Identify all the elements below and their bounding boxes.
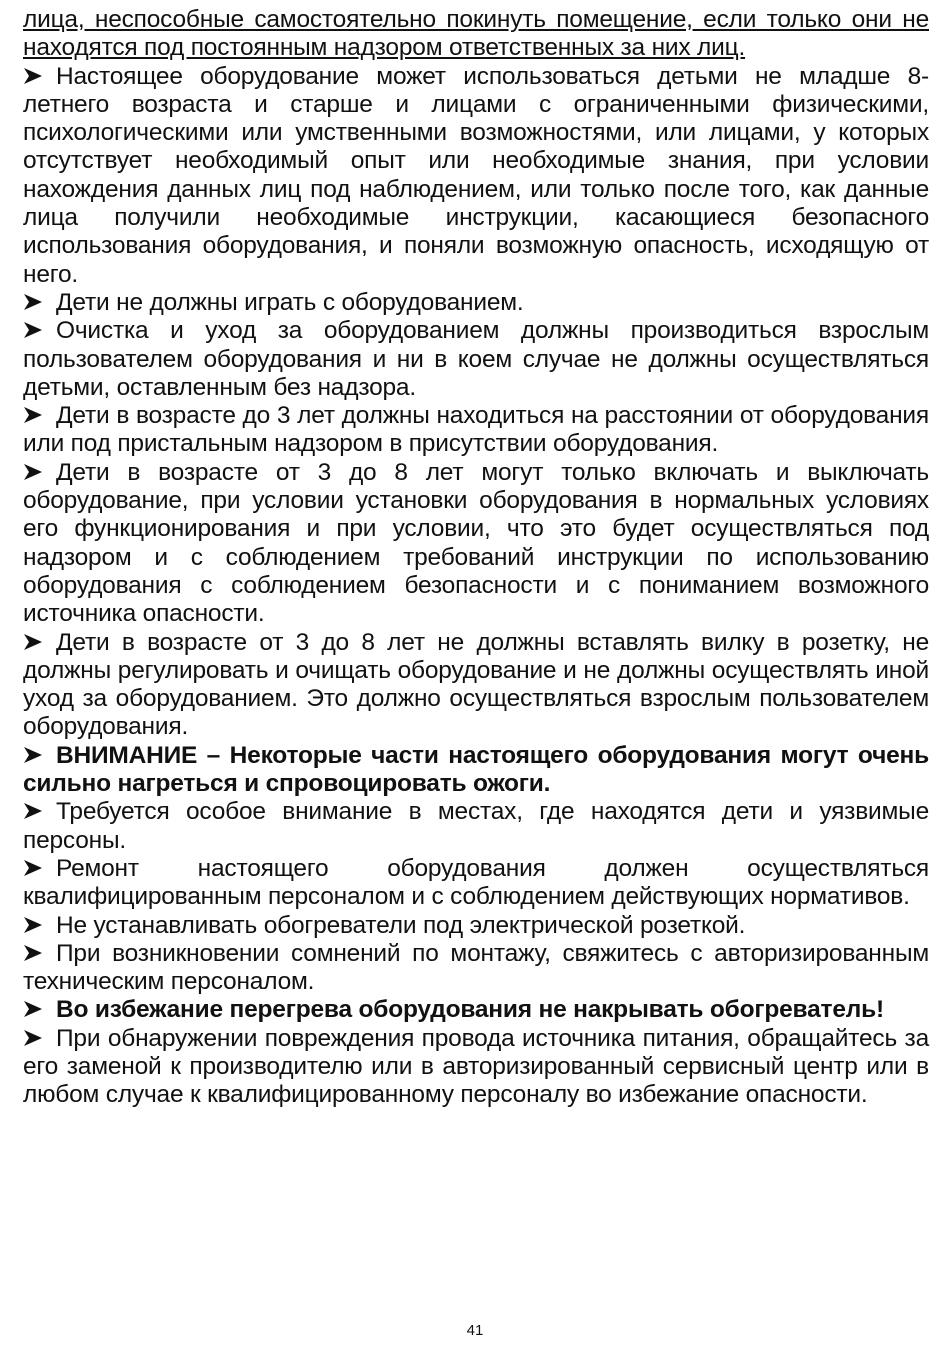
arrowhead-bullet-icon [23, 912, 56, 940]
arrowhead-bullet-icon [23, 63, 56, 91]
page-number: 41 [466, 1322, 484, 1339]
arrowhead-bullet-icon [23, 629, 56, 657]
arrowhead-bullet-icon [23, 742, 56, 770]
arrowhead-bullet-icon [23, 459, 56, 487]
document-page [23, 6, 929, 1110]
list-item: При обнаружении повреждения провода источника питания, обращайтесь за его заменой к производителю или в авторизированный сервисный центр или в любом случае к квалифицированному персоналу во избежание опасности. [23, 1024, 929, 1109]
warning-item: ВНИМАНИЕ – Некоторые части настоящего оборудования могут очень сильно нагреться и спровоцировать ожоги. [23, 741, 929, 798]
list-item: При возникновении сомнений по монтажу, свяжитесь с авторизированным техническим персоналом. [23, 939, 929, 996]
list-item: Дети в возрасте от 3 до 8 лет могут только включать и выключать оборудование, при условии установки оборудования в нормальных условиях его функционирования и при условии, что это будет осуществляться под надзором и с соблюдением требований инструкции по использованию оборудования с соблюдением безопасности и с пониманием возможного источника опасности. [23, 458, 929, 628]
list-item: Очистка и уход за оборудованием должны производиться взрослым пользователем оборудования и ни в коем случае не должны осуществляться детьми, оставленным без надзора. [23, 317, 929, 401]
intro-paragraph: лица, неспособные самостоятельно покинуть помещение, если только они не находятся под постоянным надзором ответственных за них лиц. [23, 6, 929, 62]
list-item: Ремонт настоящего оборудования должен осуществляться квалифицированным персоналом и с соблюдением действующих нормативов. [23, 854, 929, 911]
arrowhead-bullet-icon [23, 798, 56, 826]
list-item: Дети не должны играть с оборудованием. [23, 289, 929, 317]
arrowhead-bullet-icon [23, 996, 56, 1024]
arrowhead-bullet-icon [23, 317, 56, 345]
warning-item: Во избежание перегрева оборудования не накрывать обогреватель! [23, 996, 929, 1024]
list-item: Дети в возрасте до 3 лет должны находиться на расстоянии от оборудования или под пристальным надзором в присутствии оборудования. [23, 402, 929, 458]
list-item: Требуется особое внимание в местах, где находятся дети и уязвимые персоны. [23, 798, 929, 854]
arrowhead-bullet-icon [23, 1025, 56, 1053]
list-item: Настоящее оборудование может использоваться детьми не младше 8-летнего возраста и старше и лицами с ограниченными физическими, психологическими или умственными возможностями, или лицами, у которых отсутствует необходимый опыт или необходимые знания, при условии нахождения данных лиц под наблюдением, или только после того, как данные лица получили необходимые инструкции, касающиеся безопасного использования оборудования, и поняли возможную опасность, исходящую от него. [23, 62, 929, 288]
list-item: Не устанавливать обогреватели под электрической розеткой. [23, 912, 929, 940]
arrowhead-bullet-icon [23, 855, 56, 883]
arrowhead-bullet-icon [23, 402, 56, 430]
arrowhead-bullet-icon [23, 940, 56, 968]
list-item: Дети в возрасте от 3 до 8 лет не должны вставлять вилку в розетку, не должны регулировать и очищать оборудование и не должны осуществлять иной уход за оборудованием. Это должно осуществляться взрослым пользователем оборудования. [23, 628, 929, 741]
arrowhead-bullet-icon [23, 289, 56, 317]
